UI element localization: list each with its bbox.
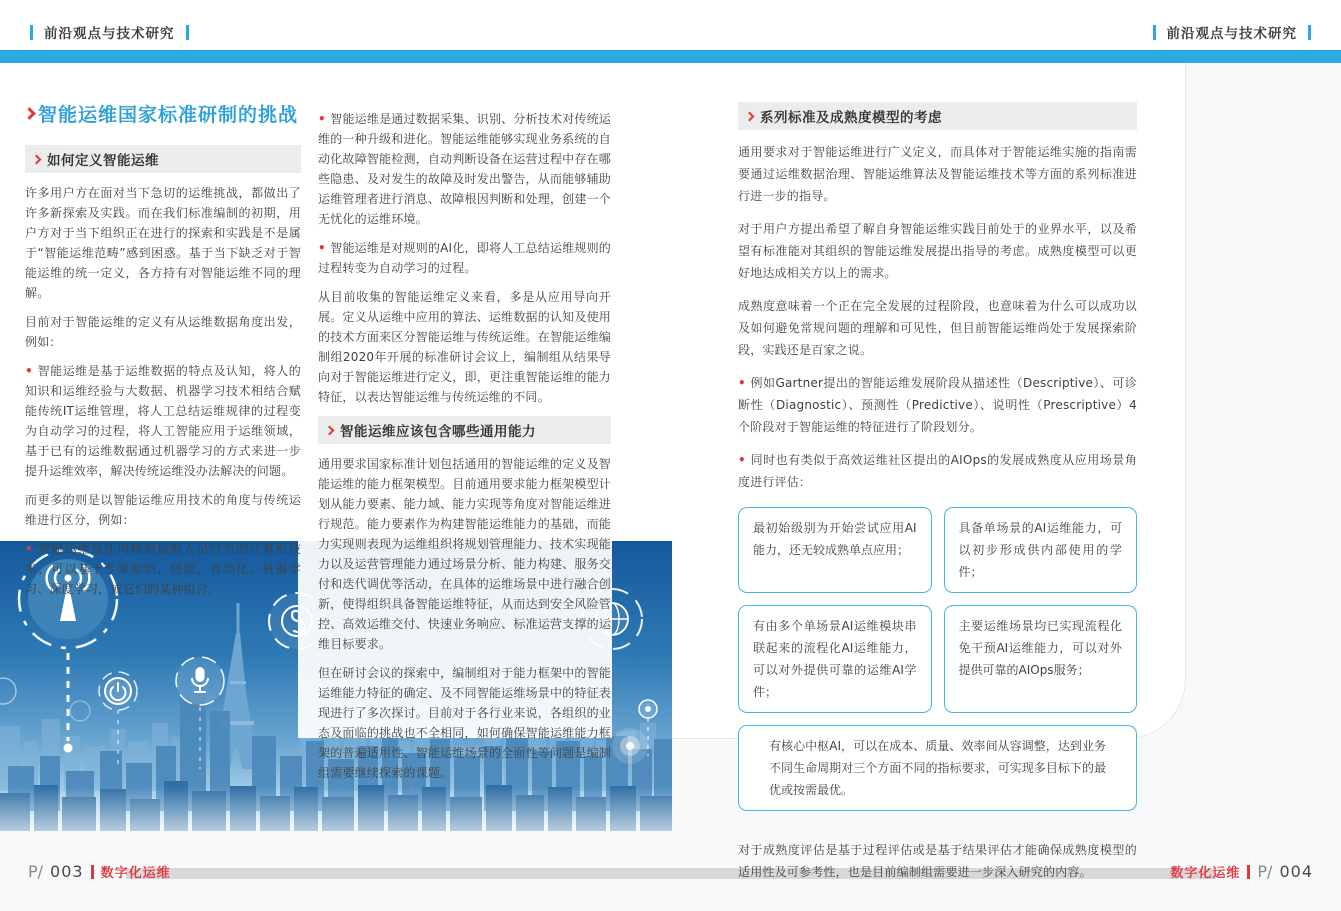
bullet-item: • 例如Gartner提出的智能运维发展阶段从描述性（Descriptive）、可诊断性（Diagnostic）、预测性（Predictive）、说明性（Prescriptive）4个阶段对于智能运维的特征进行了阶段划分。 (738, 372, 1137, 438)
top-margin-strip (0, 0, 1341, 50)
footer-pipe-icon (1247, 865, 1250, 879)
head-pipe-icon (1153, 25, 1156, 40)
paragraph: 目前对于智能运维的定义有从运维数据角度出发，例如： (25, 315, 301, 349)
footer-right (1170, 862, 1313, 881)
head-pipe-icon (1308, 25, 1311, 40)
head-pipe-icon (186, 25, 189, 40)
paragraph: 但在研讨会议的探索中，编制组对于能力框架中的智能运维能力特征的确定、及不同智能运维场景中的特征表现进行了多次探讨。目前对于各行业来说，各组织的业态及面临的挑战也不全相同，如何确保智能运维能力框架的普遍适用性、智能运维场景的全面性等问题是编制组需要继续探索的课题。 (318, 666, 611, 780)
page-number-prefix: P/ (28, 862, 44, 881)
section-heading-text: 系列标准及成熟度模型的考虑 (760, 110, 942, 126)
maturity-box-4: 主要运维场景均已实现流程化免干预AI运维能力，可以对外提供可靠的AIOps服务； (944, 605, 1138, 713)
chevron-right-icon (745, 111, 755, 121)
page-number-prefix: P/ (1257, 862, 1273, 881)
paragraph: 通用要求对于智能运维进行广义定义，而具体对于智能运维实施的指南需要通过运维数据治理、智能运维算法及智能运维技术等方面的系列标准进行进一步的指导。 (738, 145, 1137, 203)
journal-name: 数字化运维 (1170, 866, 1241, 881)
footer-pipe-icon (91, 865, 94, 879)
accent-bar (0, 50, 1341, 63)
section-heading-capabilities (318, 416, 611, 444)
footer-left (28, 862, 171, 881)
section-heading-define-aiops (25, 145, 301, 173)
maturity-box-grid (738, 507, 1137, 811)
page-number: 003 (50, 862, 84, 881)
middle-column (318, 100, 611, 792)
paragraph: 从目前收集的智能运维定义来看，多是从应用导向开展。定义从运维中应用的算法、运维数据的认知及使用的技术方面来区分智能运维与传统运维。在智能运维编制组2020年开展的标准研讨会议上，编制组从结果导向对于智能运维进行定义，即，更注重智能运维的能力特征，以表达智能运维与传统运维的不同。 (318, 290, 611, 404)
bullet-item: • 智能运维是对规则的AI化，即将人工总结运维规则的过程转变为自动学习的过程。 (318, 238, 611, 278)
paragraph: 而更多的则是以智能运维应用技术的角度与传统运维进行区分，例如： (25, 493, 301, 527)
running-head-left (30, 22, 189, 42)
maturity-box-1: 最初始级别为开始尝试应用AI能力，还无较成熟单点应用； (738, 507, 932, 593)
paragraph: 通用要求国家标准计划包括通用的智能运维的定义及智能运维的能力框架模型。目前通用要求能力框架模型计划从能力要素、能力域、能力实现等角度对智能运维进行规范。能力要素作为构建智能运维能力的基础，而能力实现则表现为运维组织将规划管理能力、技术实现能力以及运营管理能力通过场景分析、能力构建、服务交付和迭代调优等活动，在具体的运维场景中进行融合创新，使得组织具备智能运维特征，从而达到安全风险管控、高效运维交付、快速业务响应、标准运营支撑的运维目标要求。 (318, 457, 611, 651)
paragraph: 对于用户方提出希望了解自身智能运维实践目前处于的业界水平，以及希望有标准能对其组织的智能运维发展提出指导的考虑。成熟度模型可以更好地达成相关方以上的需求。 (738, 222, 1137, 280)
light-glow (612, 728, 648, 764)
paragraph: 对于成熟度评估是基于过程评估或是基于结果评估才能确保成熟度模型的适用性及可参考性，也是目前编制组需要进一步深入研究的内容。 (738, 843, 1137, 879)
section-heading-text: 智能运维应该包含哪些通用能力 (340, 424, 536, 440)
left-column (25, 100, 301, 608)
section-heading-text: 如何定义智能运维 (47, 153, 159, 169)
maturity-box-3: 有由多个单场景AI运维模块串联起来的流程化AI运维能力，可以对外提供可靠的运维AI学件； (738, 605, 932, 713)
maturity-box-5: 有核心中枢AI，可以在成本、质量、效率间从容调整，达到业务不同生命周期对三个方面不同的指标要求，可实现多目标下的最优或按需最优。 (738, 725, 1137, 811)
bullet-item: • 智能运维是基于运维数据的特点及认知，将人的知识和运维经验与大数据、机器学习技术相结合赋能传统IT运维管理，将人工总结运维规律的过程变为自动学习的过程，将人工智能应用于运维领域，基于已有的运维数据通过机器学习的方式来进一步提升运维效率，解决传统运维没办法解决的问题。 (25, 361, 301, 481)
running-head-right (1153, 22, 1312, 42)
page-title-text: 智能运维国家标准研制的挑战 (38, 104, 299, 126)
page-number: 004 (1279, 862, 1313, 881)
section-heading-maturity (738, 102, 1137, 130)
bullet-item: • 智能运维是通过数据采集、识别、分析技术对传统运维的一种升级和进化。智能运维能够实现业务系统的自动化故障智能检测，自动判断设备在运营过程中存在哪些隐患、及对发生的故障及时发出警告，从而能够辅助运维管理者进行消息、故障根因判断和处理，创建一个无忧化的运维环境。 (318, 109, 611, 229)
bullet-item: • 同时也有类似于高效运维社区提出的AIOps的发展成熟度从应用场景角度进行评估： (738, 449, 1137, 493)
right-column (738, 96, 1137, 894)
chevron-right-icon (325, 425, 335, 435)
chevron-right-icon (23, 107, 36, 120)
head-pipe-icon (30, 25, 33, 40)
paragraph: 成熟度意味着一个正在完全发展的过程阶段，也意味着为什么可以成功以及如何避免常规问题的理解和可见性，但目前智能运维尚处于发展探索阶段，实践还是百家之说。 (738, 299, 1137, 357)
paragraph: 许多用户方在面对当下急切的运维挑战，都做出了许多新探索及实践。而在我们标准编制的初期，用户方对于当下组织正在进行的探索和实践是不是属于“智能运维范畴”感到困惑。基于当下缺乏对于智能运维的统一定义，各方持有对智能运维不同的理解。 (25, 186, 301, 300)
running-head-label: 前沿观点与技术研究 (44, 26, 175, 42)
page-title (25, 100, 301, 127)
running-head-label: 前沿观点与技术研究 (1166, 26, 1297, 42)
maturity-box-2: 具备单场景的AI运维能力，可以初步形成供内部使用的学件； (944, 507, 1138, 593)
journal-name: 数字化运维 (100, 866, 171, 881)
bullet-item: • 智能运维是任何模拟运维人员行为的计算机技术，可以基于专家知识、经验、自动化、机器学习、深度学习，或它们的某种组合。 (25, 539, 301, 599)
chevron-right-icon (32, 154, 42, 164)
